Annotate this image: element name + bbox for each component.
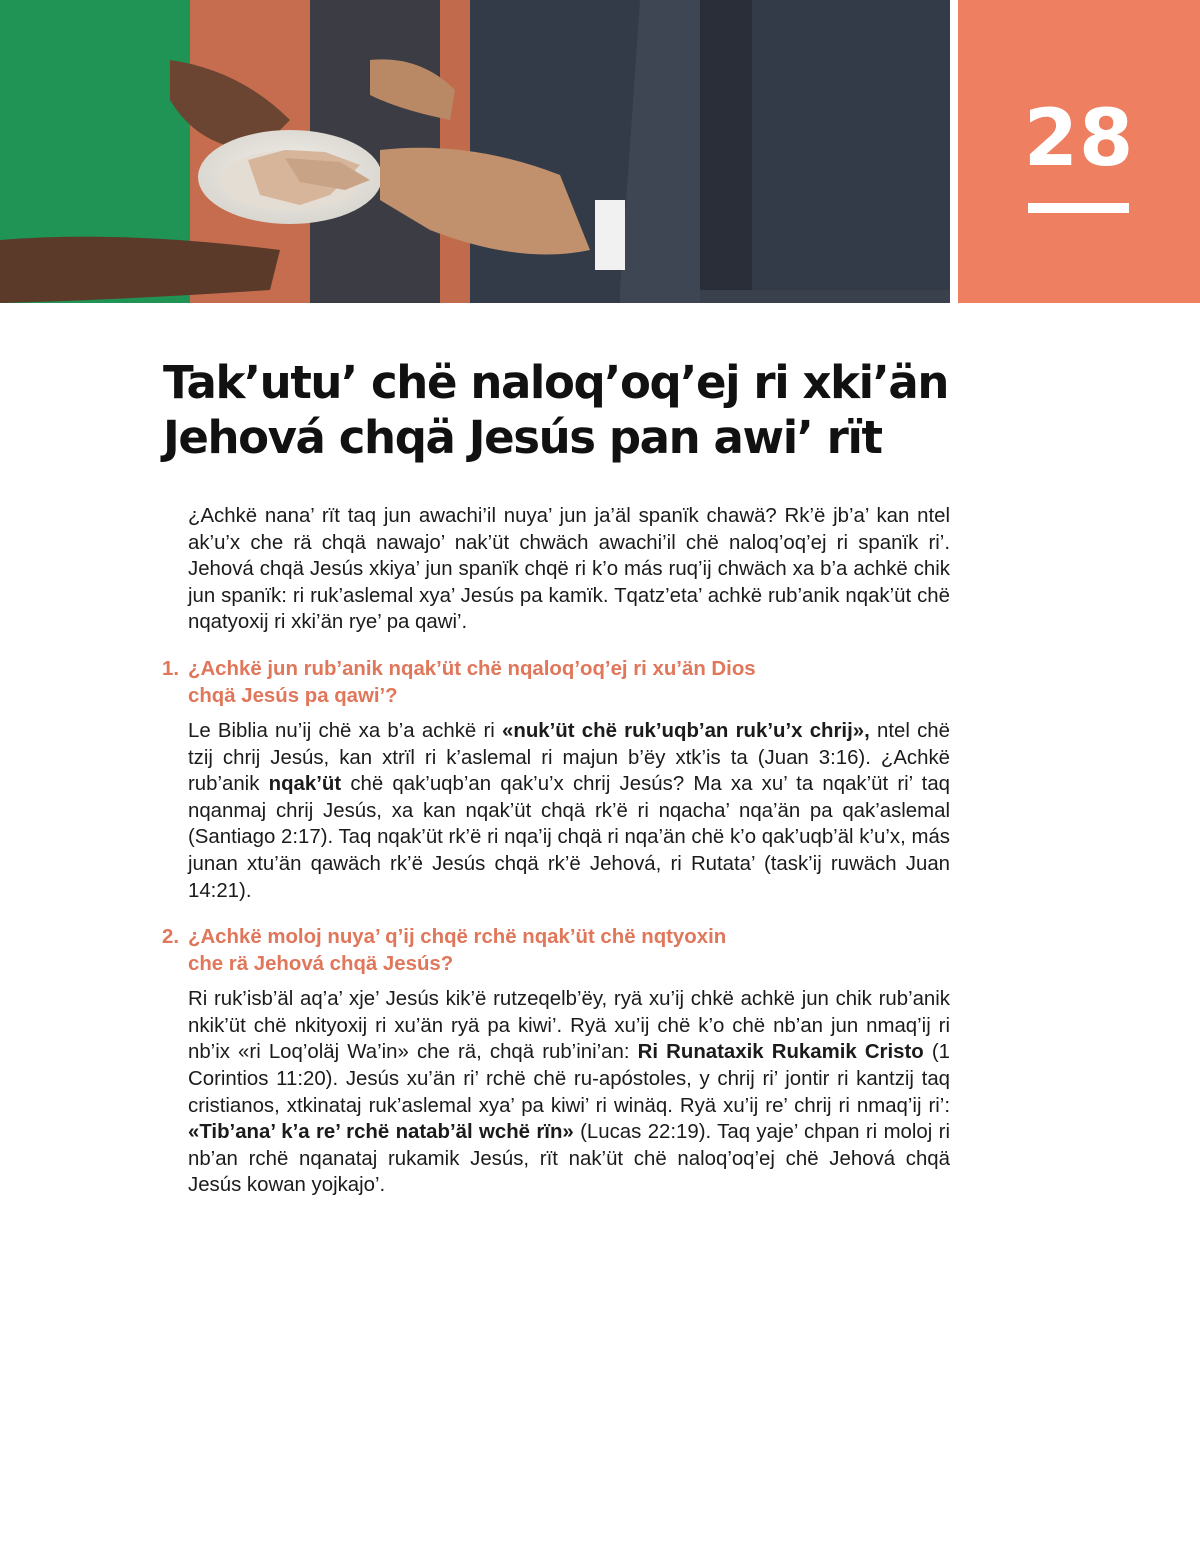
lesson-content <box>162 503 951 1199</box>
text-run: ntel chë tzij chrij Jesús, kan xtrïl ri k’aslemal ri majun b’ëy xtk’is ta (Juan 3:16). ¿Achkë rub’anik <box>188 719 950 796</box>
page-title <box>163 355 983 465</box>
hero-photo <box>0 0 950 303</box>
emphasis-text: nqak’üt <box>268 773 342 796</box>
text-run: (Lucas 22:19). Taq yaje’ chpan ri moloj ri nb’an rchë nqanataj rukamik Jesús, rït nak’üt chë naloq’oq’ej chë Jehová chqä Jesús kowan yojkajo’. <box>188 1121 950 1197</box>
emphasis-text: «nuk’üt chë ruk’uqb’an ruk’u’x chrij», <box>502 719 870 742</box>
title-line-2: Jehová chqä Jesús pan awi’ rït <box>163 411 882 464</box>
title-line-1: Tak’utu’ chë naloq’oq’ej ri xki’än <box>163 356 948 409</box>
text-run: chë qak’uqb’an qak’u’x chrij Jesús? Ma xa xu’ ta nqak’üt ri’ taq nqanmaj chrij Jesús, xa kan nqak’üt chqä rk’ë ri nqacha’ nqa’än pa qak’aslemal (Santiago 2:17). Taq nqak’üt rk’ë ri nqa’ij chqä ri nqa’än chë k’o qak’uqb’äl k’u’x, más junan xtu’än qawäch rk’ë Jesús chqä rk’ë Jehová, ri Rutata’ (task’ij ruwäch Juan 14:21). <box>188 773 951 902</box>
text-run: (1 Corintios 11:20). Jesús xu’än ri’ rchë chë ru-apóstoles, y chrij ri’ jontir ri kantzij taq cristianos, xtkinataj ruk’aslemal xya’ pa kiwi’ ri winäq. Ryä xu’ij re’ chrij ri nmaq’ij ri’: <box>188 1041 951 1117</box>
section-1-number: 1. <box>162 657 180 680</box>
emphasis-text: Ri Runataxik Rukamik Cristo <box>637 1041 924 1064</box>
section-1-question-line-1: ¿Achkë jun rub’anik nqak’üt chë nqaloq’oq’ej ri xu’än Dios <box>188 657 756 680</box>
chapter-number: 28 <box>1023 94 1135 184</box>
section-2-number: 2. <box>162 926 180 949</box>
emphasis-text: «Tib’ana’ k’a re’ rchë natab’äl wchë rïn» <box>188 1121 574 1144</box>
chapter-badge <box>958 0 1200 303</box>
text-run: Le Biblia nu’ij chë xa b’a achkë ri <box>188 719 503 742</box>
section-1-question <box>162 656 950 710</box>
section-2-question-line-2: che rä Jehová chqä Jesús? <box>188 953 454 976</box>
section-1-question-line-2: chqä Jesús pa qawi’? <box>188 684 398 707</box>
section-1-paragraph <box>188 718 950 904</box>
bread-plate-photo-icon <box>0 0 950 303</box>
text-run: Ri ruk’isb’äl aq’a’ xje’ Jesús kik’ë rutzeqelb’ëy, ryä xu’ij chkë achkë jun chik rub’anik nkik’üt chë nkityoxij ri xu’än ryä pa kiwi’. Ryä xu’ij chë k’o chë nb’an jun nmaq’ij ri nb’ix «ri Loq’oläj Wa’in» che rä, chqä rub’ini’an: <box>188 988 950 1064</box>
section-2-question-line-1: ¿Achkë moloj nuya’ q’ij chqë rchë nqak’üt chë nqtyoxin <box>188 926 727 949</box>
section-2-paragraph <box>188 986 950 1199</box>
chapter-underline <box>1028 203 1129 213</box>
section-2-question <box>162 924 950 978</box>
intro-paragraph: ¿Achkë nana’ rït taq jun awachi’il nuya’ jun ja’äl spanïk chawä? Rk’ë jb’a’ kan ntel ak’u’x che rä chqä nawajo’ nak’üt chwäch awachi’il chë naloq’oq’ej ri spanïk ri’. Jehová chqä Jesús xkiya’ jun spanïk chqë ri k’o más ruq’ij chwäch xa b’a achkë chik jun spanïk: ri ruk’aslemal xya’ Jesús pa kamïk. Tqatz’eta’ achkë rub’anik nqak’üt chë nqatyoxij ri xki’än rye’ pa qawi’. <box>188 505 950 634</box>
